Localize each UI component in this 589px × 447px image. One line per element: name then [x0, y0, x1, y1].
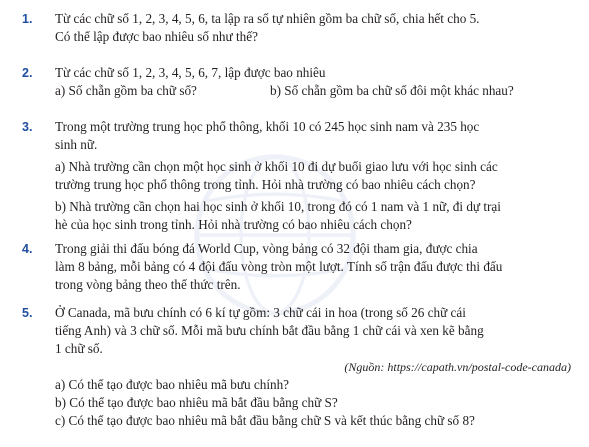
part-b-line: hè của học sinh trong tỉnh. Hỏi nhà trường có bao nhiêu cách chọn?: [55, 217, 412, 232]
exercise-number: 2.: [22, 66, 33, 80]
part-a: a) Có thể tạo được bao nhiêu mã bưu chính?: [55, 377, 290, 392]
exercise-body: [55, 64, 571, 100]
source-citation: (Nguồn: https://capath.vn/postal-code-canada): [344, 360, 571, 374]
exercise-number: 5.: [22, 306, 33, 320]
exercise-parts: [55, 82, 571, 100]
exercise-text-line: làm 8 bảng, mỗi bảng có 4 đội đấu vòng tròn một lượt. Tính số trận đấu được thi đấu: [55, 259, 503, 274]
exercise-body: [55, 118, 571, 234]
exercise-text-line: 1 chữ số.: [55, 341, 103, 356]
part-b-line: b) Nhà trường cần chọn hai học sinh ở khối 10, trong đó có 1 nam và 1 nữ, đi dự trại: [55, 199, 501, 214]
exercise-number: 3.: [22, 120, 33, 134]
exercise-body: [55, 304, 571, 430]
part-b: b) Có thể tạo được bao nhiêu mã bắt đầu bằng chữ S?: [55, 395, 338, 410]
exercise-body: [55, 10, 571, 46]
part-c: c) Có thể tạo được bao nhiêu mã bắt đầu bằng chữ S và kết thúc bằng chữ số 8?: [55, 413, 475, 428]
exercise-text-line: Trong một trường trung học phổ thông, khối 10 có 245 học sinh nam và 235 học: [55, 119, 480, 134]
part-a-line: trường trung học phổ thông trong tỉnh. Hỏi nhà trường có bao nhiêu cách chọn?: [55, 177, 476, 192]
exercise-text-line: trong vòng bảng theo thể thức trên.: [55, 277, 241, 292]
exercise-body: [55, 240, 571, 294]
exercise-text-line: Có thể lập được bao nhiêu số như thế?: [55, 29, 258, 44]
part-a-line: a) Nhà trường cần chọn một học sinh ở khối 10 đi dự buổi giao lưu với học sinh các: [55, 159, 498, 174]
part-a: a) Số chẵn gồm ba chữ số?: [55, 83, 197, 98]
exercise-text-line: sinh nữ.: [55, 137, 98, 152]
exercise-text-line: Từ các chữ số 1, 2, 3, 4, 5, 6, 7, lập được bao nhiêu: [55, 65, 326, 80]
exercise-number: 4.: [22, 242, 33, 256]
exercise-text-line: tiếng Anh) và 3 chữ số. Mỗi mã bưu chính bắt đầu bằng 1 chữ cái và xen kẽ bằng: [55, 323, 484, 338]
part-b: b) Số chẵn gồm ba chữ số đôi một khác nhau?: [270, 83, 514, 98]
exercise-text-line: Ở Canada, mã bưu chính có 6 kí tự gồm: 3 chữ cái in hoa (trong số 26 chữ cái: [55, 305, 466, 320]
exercise-text-line: Từ các chữ số 1, 2, 3, 4, 5, 6, ta lập ra số tự nhiên gồm ba chữ số, chia hết cho 5.: [55, 11, 480, 26]
exercise-text-line: Trong giải thi đấu bóng đá World Cup, vòng bảng có 32 đội tham gia, được chia: [55, 241, 478, 256]
exercise-number: 1.: [22, 12, 33, 26]
